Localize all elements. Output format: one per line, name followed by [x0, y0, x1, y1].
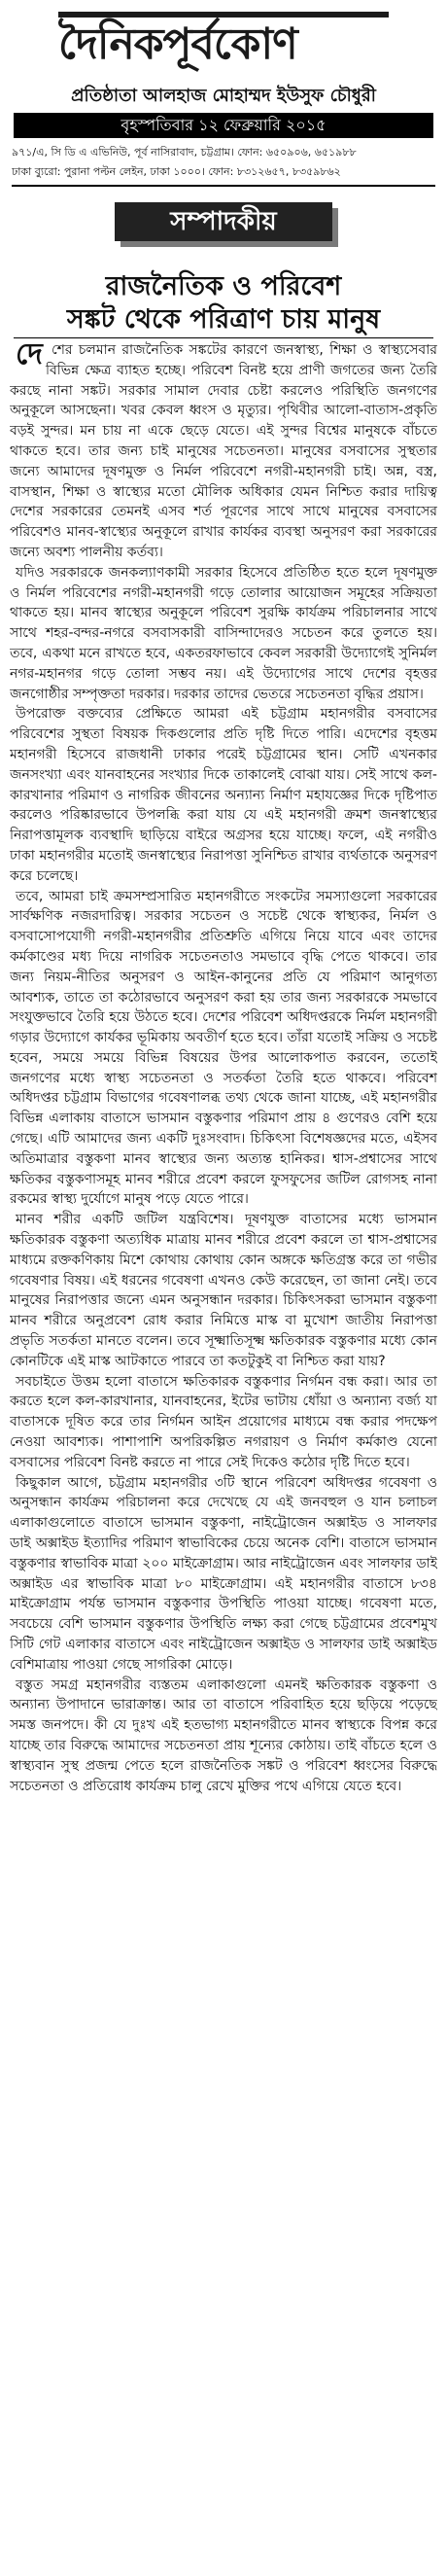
newspaper-logo: দৈনিকপূর্বকোণ — [58, 19, 297, 69]
paragraph-3: উপরোক্ত বক্তব্যের প্রেক্ষিতে আমরা এই চট্টগ্রাম মহানগরীর বসবাসের পরিবেশের সুস্থতা বিষয়ক দিকগুলোর প্রতি দৃষ্টি দিতে পারি। এদেশের বৃহত্তম মহানগরী হিসেবে রাজধানী ঢাকার পরেই চট্টগ্রামের স্থান। সেটি এখনকার জনসংখ্যা এবং যানবাহনের সংখ্যার দিকে তাকালেই বোঝা যায়। সেই সাথে কল-কারখানার পরিমাণ ও নাগরিক জীবনের অন্যান্য নির্মাণ মহাযজ্ঞের দিকে দৃষ্টিপাত করলেও পরিষ্কারভাবে উপলব্ধি করা যায় যে এই মহানগরী ক্রমশ জনস্বাস্থ্যের নিরাপত্তামূলক ব্যবস্থাদি ছাড়িয়ে বাইরে অগ্রসর হয়ে যাচ্ছে। ফলে, এই নগরীও ঢাকা মহানগরীর মতোই জনস্বাস্থ্যের নিরাপত্তা সুনিশ্চিত রাখার ব্যর্থতাকে অনুসরণ করে চলেছে। — [10, 706, 437, 884]
date-bar: বৃহস্পতিবার ১২ ফেব্রুয়ারি ২০১৫ — [14, 113, 433, 138]
drop-cap: দে — [16, 340, 43, 371]
headline-rule — [14, 337, 433, 338]
article-body — [10, 340, 437, 2567]
paragraph-4: তবে, আমরা চাই ক্রমসম্প্রসারিত মহানগরীতে সংকটের সমস্যাগুলো সরকারের সার্বক্ষণিক নজরদারিত্ব। সরকার সচেতন ও সচেষ্ট থেকে স্বাস্থ্যকর, নির্মল ও বসবাসোপযোগী নগরী-মহানগরীর প্রতিশ্রুতি এগিয়ে নিয়ে যাবে এবং তাদের কর্মকাণ্ডের মধ্য দিয়ে নাগরিক সচেতনতাও সমভাবে বৃদ্ধি পেতে থাকবে। তার জন্য নিয়ম-নীতির অনুসরণ ও আইন-কানুনের প্রতি যে পরিমাণ আনুগত্য আবশ্যক, তাতে তা কঠোরভাবে অনুসরণ করা হয় তার জন্য সরকারকে সমভাবে সংযুক্তভাবে তৈরি হয়ে উঠতে হবে। দেশের পরিবেশ অধিদপ্তরকে নির্মল মহানগরী গড়ার উদ্যোগে কার্যকর ভূমিকায় অবতীর্ণ হতে হবে। তাঁরা যতোই সক্রিয় ও সচেষ্ট হবেন, সময়ে সময়ে বিভিন্ন বিষয়ের উপর আলোকপাত করবেন, ততোই জনগণের মধ্যে স্বাস্থ্য সচেতনতা ও সতর্কতা তৈরি হতে থাকবে। পরিবেশ অধিদপ্তর চট্টগ্রাম বিভাগের গবেষণালব্ধ তথ্য থেকে জানা যাচ্ছে, এই মহানগরীর বিভিন্ন এলাকায় বাতাসে ভাসমান বস্তুকণার পরিমাণ প্রায় ৪ গুণেরও বেশি হয়ে গেছে। এটি আমাদের জন্য একটি দুঃসংবাদ। চিকিৎসা বিশেষজ্ঞদের মতে, এইসব অতিমাত্রার বস্তুকণা মানব স্বাস্থ্যের জন্য অত্যন্ত হানিকর। শ্বাস-প্রশ্বাসের সাথে ক্ষতিকর বস্তুকণাসমূহ মানব শরীরে প্রবেশ করলে ফুসফুসের জটিল রোগসহ নানা রকমের স্বাস্থ্য দুর্যোগে মানুষ পড়ে যেতে পারে। — [10, 888, 437, 1208]
section-badge — [0, 202, 447, 245]
paragraph-5: মানব শরীর একটি জটিল যন্ত্রবিশেষ। দূষণযুক্ত বাতাসের মধ্যে ভাসমান ক্ষতিকারক বস্তুকণা অত্যধিক মাত্রায় মানব শরীরে প্রবেশ করলে তা শ্বাস-প্রশ্বাসের মাধ্যমে রক্তকণিকায় মিশে কোথায় কোথায় কোন অঙ্গকে ক্ষতিগ্রস্ত করে তা গভীর গবেষণার বিষয়। এই ধরনের গবেষণা এখনও কেউ করেছেন, তা জানা নেই। তবে মানুষের নিরাপত্তার জন্যে এমন অনুসন্ধান দরকার। চিকিৎসকরা ভাসমান বস্তুকণা মানব শরীরে অনুপ্রবেশ রোধ করার নিমিত্তে মাস্ক বা মুখোশ জাতীয় নিরাপত্তা প্রভৃতি সতর্কতা মানতে বলেন। তবে সূক্ষ্মাতিসূক্ষ্ম ক্ষতিকারক বস্তুকণার মধ্যে কোন কোনটিকে এই মাস্ক আটকাতে পারবে তা কতটুকুই বা নিশ্চিত করা যায়? — [10, 1212, 437, 1369]
masthead — [0, 0, 447, 191]
paragraph-8: বস্তুত সমগ্র মহানগরীর ব্যস্ততম এলাকাগুলো এমনই ক্ষতিকারক বস্তুকণা ও অন্যান্য উপাদানে ভারাক্রান্ত। আর তা বাতাসে পরিবাহিত হয়ে ছড়িয়ে পড়েছে সমস্ত জনপদে। কী যে দুঃখ এই হতভাগ্য মহানগরীতে মানব স্বাস্থ্যকে বিপন্ন করে যাচ্ছে তার বিরুদ্ধে আমাদের সচেতনতা প্রায় শূন্যের কোঠায়। তাই বাঁচতে হলে ও স্বাস্থ্যবান সুস্থ প্রজন্ম পেতে হলে রাজনৈতিক সঙ্কট ও পরিবেশ ধ্বংসের বিরুদ্ধে সচেতনতা ও প্রতিরোধ কার্যক্রম চালু রেখে মুক্তির পথে এগিয়ে যেতে হবে। — [10, 1676, 437, 1794]
address-line-2: ঢাকা ব্যুরো: পুরানা পল্টন লেইন, ঢাকা ১০০০। ফোন: ৮৩১২৬৫৭, ৮৩৫৯৮৬২ — [12, 165, 341, 178]
paragraph-7: কিছুকাল আগে, চট্টগ্রাম মহানগরীর ৩টি স্থানে পরিবেশ অধিদপ্তর গবেষণা ও অনুসন্ধান কার্যক্রম পরিচালনা করে দেখেছে যে এই জনবহুল ও যান চলাচল এলাকাগুলোতে বাতাসে ভাসমান বস্তুকণা, নাইট্রোজেন অক্সাইড ও সালফার ডাই অক্সাইড ইত্যাদির পরিমাণ স্বাভাবিকের চেয়ে অনেক বেশি। বাতাসে ভাসমান বস্তুকণার স্বাভাবিক মাত্রা ২০০ মাইক্রোগ্রাম। আর নাইট্রোজেন এবং সালফার ডাই অক্সাইড এর স্বাভাবিক মাত্রা ৮০ মাইক্রোগ্রাম। এই মহানগরীর বাতাসে ৮৩৪ মাইক্রোগ্রাম পর্যন্ত ভাসমান বস্তুকণার উপস্থিতি পাওয়া যাচ্ছে। গবেষণা মতে, সবচেয়ে বেশি ভাসমান বস্তুকণার উপস্থিতি লক্ষ্য করা গেছে চট্টগ্রামের প্রবেশমুখ সিটি গেট এলাকার বাতাসে এবং নাইট্রোজেন অক্সাইড ও সালফার ডাই অক্সাইড বেশিমাত্রায় পাওয়া গেছে সাগরিকা মোড়ে। — [10, 1474, 437, 1673]
founder-line: প্রতিষ্ঠাতা আলহাজ মোহাম্মদ ইউসুফ চৌধুরী — [71, 86, 376, 106]
headline-line-2: সঙ্কট থেকে পরিত্রাণ চায় মানুষ — [66, 304, 381, 335]
paragraph-6: সবচাইতে উত্তম হলো বাতাসে ক্ষতিকারক বস্তুকণার নির্গমন বন্ধ করা। আর তা করতে হলে কল-কারখানার, যানবাহনের, ইটের ভাটায় ধোঁয়া ও অন্যান্য বর্জ্য যা বাতাসকে দূষিত করে তার নির্গমন আইন প্রয়োগের মাধ্যমে বন্ধ করার পদক্ষেপ নেওয়া আবশ্যক। পাশাপাশি অপরিকল্পিত নগরায়ণ ও নির্মাণ কর্মকাণ্ড যেনো বসবাসের পরিবেশ বিনষ্ট করতে না পারে সেই দিকেও কঠোর দৃষ্টি দিতে হবে। — [10, 1373, 437, 1470]
masthead-rule — [12, 185, 435, 187]
headline-line-1: রাজনৈতিক ও পরিবেশ — [105, 271, 342, 301]
section-label: সম্পাদকীয় — [115, 202, 332, 241]
paragraph-1-text: শের চলমান রাজনৈতিক সঙ্কটের কারণে জনস্বাস্থ্য, শিক্ষা ও স্বাস্থ্যসেবার বিভিন্ন ক্ষেত্র ব্যাহত হচ্ছে। পরিবেশ বিনষ্ট হয়ে প্রাণী জগতের জন্য তৈরি করছে নানা সঙ্কট। সরকার সামাল দেবার চেষ্টা করলেও পরিস্থিতি জনগণের অনুকূলে আসছেনা। খবর কেবল ধ্বংস ও মৃত্যুর। পৃথিবীর আলো-বাতাস-প্রকৃতি বড়ই সুন্দর। মন চায় না একে ছেড়ে যেতে। এই সুন্দর বিশ্বের মানুষকে বাঁচতে থাকতে হবে। তার জন্য চাই মানুষের সচেতনতা। মানুষের বসবাসের সুস্থতার জন্যে আমাদের দূষণমুক্ত ও নির্মল পরিবেশে নগরী-মহানগরী চাই। অন্ন, বস্ত্র, বাসস্থান, শিক্ষা ও স্বাস্থ্যের মতো মৌলিক অধিকার যেমন নিশ্চিত করার দায়িত্ব দেশের সরকারের তেমনই এসব শর্ত পূরণের সাথে সাথে মানুষের বসবাসের পরিবেশও মানব-স্বাস্থ্যের অনুকূলে রাখার কার্যকর ব্যবস্থা অনুসরণ করা সরকারের জন্যে অবশ্য পালনীয় কর্তব্য। — [10, 342, 437, 560]
address-line-1: ৯৭১/এ, সি ডি এ এভিনিউ, পূর্ব নাসিরাবাদ, চট্টগ্রাম। ফোন: ৬৫০৯০৬, ৬৫১৯৮৮ — [12, 146, 357, 159]
paragraph-2: যদিও সরকারকে জনকল্যাণকামী সরকার হিসেবে প্রতিষ্ঠিত হতে হলে দূষণমুক্ত ও নির্মল পরিবেশের নগরী-মহানগরী গড়ে তোলার আয়োজন সমূহের সক্রিয়তা থাকতে হয়। মানব স্বাস্থ্যের অনুকূলে পরিবেশ সুরক্ষি কার্যক্রম পরিচালনার সাথে সাথে শহর-বন্দর-নগরে বসবাসকারী বাসিন্দাদেরও সচেতন করে তুলতে হয়। তবে, একথা মনে রাখতে হবে, একতরফাভাবে কেবল সরকারী উদ্যোগেই সুনির্মল নগর-মহানগর গড়ে তোলা সম্ভব নয়। এই উদ্যোগের সাথে দেশের বৃহত্তর জনগোষ্ঠীর সম্পৃক্ততা দরকার। দরকার তাদের ভেতরে সচেতনতা বৃদ্ধির প্রয়াস। — [10, 564, 437, 702]
paragraph-1 — [10, 340, 437, 563]
